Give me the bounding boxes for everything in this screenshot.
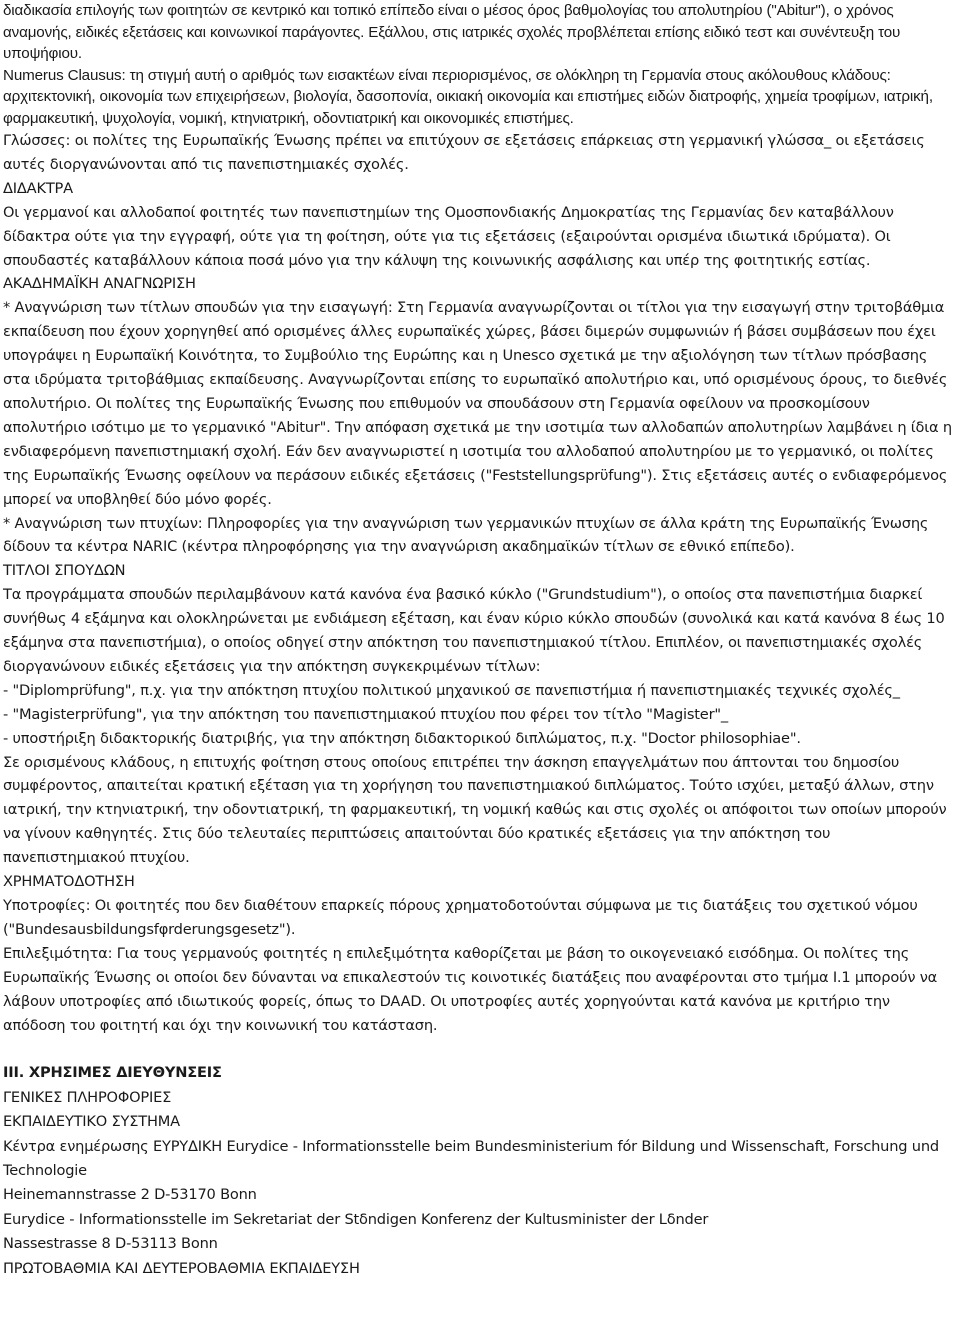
degree-list-item: - "Diplomprϋfung", π.χ. για την απόκτηση πτυχίου πολιτικού μηχανικού σε πανεπιστήμια ή πανεπιστημιακές τεχνικές σχολές_ <box>3 681 900 699</box>
degree-list-item: - "Magisterprϋfung", για την απόκτηση του πανεπιστημιακού πτυχίου που φέρει τον τίτλο "Magister"_ <box>3 705 728 723</box>
fees-heading: ΔΙΔΑΚΤΡΑ <box>3 179 73 197</box>
kmk-address: Nassestrasse 8 D-53113 Bonn <box>3 1235 218 1253</box>
languages-paragraph: Γλώσσες: οι πολίτες της Ευρωπαϊκής Ένωσης πρέπει να επιτύχουν σε εξετάσεις επάρκειας στη γερμανική γλώσσα_ οι εξετάσεις αυτές διοργανώνονται από τις πανεπιστημιακές σχολές. <box>3 132 925 173</box>
recognition-heading: ΑΚΑΔΗΜΑΪΚΗ ΑΝΑΓΝΩΡΙΣΗ <box>3 275 196 293</box>
numerus-clausus-paragraph: Numerus Clausus: τη στιγμή αυτή ο αριθμός των εισακτέων είναι περιορισμένος, σε ολόκληρη τη Γερμανία στους ακόλουθους κλάδους: αρχιτεκτονική, οικονομία των επιχειρήσεων, βιολογία, δασοπονία, οικιακή οικονομία και επιστήμες ειδών διατροφής, χημεία τροφίμων, ιατρική, φαρμακευτική, ψυχολογία, νομική, κτηνιατρική, οδοντιατρική και οικονομικές επιστήμες. <box>3 66 933 127</box>
primary-secondary-heading: ΠΡΩΤΟΒΑΘΜΙΑ ΚΑΙ ΔΕΥΤΕΡΟΒΑΘΜΙΑ ΕΚΠΑΙΔΕΥΣΗ <box>3 1259 360 1277</box>
section-spacer <box>3 1037 953 1061</box>
degrees-heading: ΤΙΤΛΟΙ ΣΠΟΥΔΩΝ <box>3 562 126 580</box>
eurydice-entry: Κέντρα ενημέρωσης ΕΥΡΥΔΙΚΗ Eurydice - Informationsstelle beim Bundesministerium fόr Bildung und Wissenschaft, Forschung und Technologie <box>3 1137 939 1180</box>
state-exams-paragraph: Σε ορισμένους κλάδους, η επιτυχής φοίτηση στους οποίους επιτρέπει την άσκηση επαγγελμάτων που άπτονται του δημοσίου συμφέροντος, απαιτείται κρατική εξέταση για τη χορήγηση του πανεπιστημιακού διπλώματος. Τούτο ισχύει, μεταξύ άλλων, στην ιατρική, την κτηνιατρική, την οδοντιατρική, τη φαρμακευτική, τη νομική καθώς και στις σχολές οι απόφοιτοι των οποίων μπορούν να γίνουν καθηγητές. Στις δύο τελευταίες περιπτώσεις απαιτούνται δύο κρατικές εξετάσεις για την απόκτηση του πανεπιστημιακού πτυχίου. <box>3 753 947 867</box>
scholarships-paragraph: Υποτροφίες: Οι φοιτητές που δεν διαθέτουν επαρκείς πόρους χρηματοδοτούνται σύμφωνα με τις διατάξεις του σχετικού νόμου ("Bundesausbildungsfφrderungsgesetz"). <box>3 897 918 938</box>
fees-paragraph: Οι γερμανοί και αλλοδαποί φοιτητές των πανεπιστημίων της Ομοσπονδιακής Δημοκρατίας της Γερμανίας δεν καταβάλλουν δίδακτρα ούτε για την εγγραφή, ούτε για τη φοίτηση, ούτε για τις εξετάσεις (εξαιρούνται ορισμένα ιδιωτικά ιδρύματα). Οι σπουδαστές καταβάλλουν κάποια ποσά μόνο για την κάλυψη της κοινωνικής ασφάλισης και υπέρ της φοιτητικής εστίας. <box>3 203 894 269</box>
addresses-section <box>3 1061 953 1281</box>
intro-section <box>3 0 953 129</box>
admission-criteria-paragraph: διαδικασία επιλογής των φοιτητών σε κεντρικό και τοπικό επίπεδο είναι ο μέσος όρος βαθμολογίας του απολυτηρίου ("Abitur"), ο χρόνος αναμονής, ειδικές εξετάσεις και κοινωνικοί παράγοντες. Εξάλλου, στις ιατρικές σχολές προβλέπεται επίσης ειδικό τεστ και συνέντευξη του υποψήφιου. <box>3 2 901 62</box>
education-system-heading: ΕΚΠΑΙΔΕΥΤΙΚΟ ΣΥΣΤΗΜΑ <box>3 1113 180 1131</box>
main-section <box>3 129 953 1037</box>
degrees-paragraph: Τα προγράμματα σπουδών περιλαμβάνουν κατά κανόνα ένα βασικό κύκλο ("Grundstudium"), ο οποίος στα πανεπιστήμια διαρκεί συνήθως 4 εξάμηνα και ολοκληρώνεται με ενδιάμεση εξέταση, και έναν κύριο κύκλο σπουδών (συνολικά και κατά κανόνα 8 έως 10 εξάμηνα στα πανεπιστήμια), ο οποίος οδηγεί στην απόκτηση του πανεπιστημιακού τίτλου. Επιπλέον, οι πανεπιστημιακές σχολές διοργανώνουν ειδικές εξετάσεις για την απόκτηση συγκεκριμένων τίτλων: <box>3 586 945 675</box>
degree-list-item: - υποστήριξη διδακτορικής διατριβής, για την απόκτηση διδακτορικού διπλώματος, π.χ. "Doctor philosophiae". <box>3 729 801 747</box>
addresses-heading: III. ΧΡΗΣΙΜΕΣ ΔΙΕΥΘΥΝΣΕΙΣ <box>3 1064 222 1082</box>
recognition-titles-paragraph: * Αναγνώριση των τίτλων σπουδών για την εισαγωγή: Στη Γερμανία αναγνωρίζονται οι τίτλοι για την εισαγωγή στην τριτοβάθμια εκπαίδευση που έχουν χορηγηθεί από ορισμένες άλλες ευρωπαϊκές χώρες, βάσει διμερών συμφωνιών ή βάσει συμβάσεων που έχει υπογράψει η Ευρωπαϊκή Κοινότητα, το Συμβούλιο της Ευρώπης και η Unesco σχετικά με την αξιολόγηση των τίτλων πρόσβασης στα ιδρύματα τριτοβάθμιας εκπαίδευσης. Αναγνωρίζονται επίσης το ευρωπαϊκό απολυτήριο και, υπό ορισμένους όρους, το διεθνές απολυτήριο. Οι πολίτες της Ευρωπαϊκής Ένωσης που επιθυμούν να σπουδάσουν στη Γερμανία οφείλουν να προσκομίσουν απολυτήριο ισότιμο με το γερμανικό "Abitur". Την απόφαση σχετικά με την ισοτιμία των αλλοδαπών απολυτηρίων λαμβάνει η ίδια η ενδιαφερόμενη πανεπιστημιακή σχολή. Εάν δεν αναγνωριστεί η ισοτιμία του αλλοδαπού απολυτηρίου με το γερμανικό, οι πολίτες της Ευρωπαϊκής Ένωσης οφείλουν να περάσουν ειδικές εξετάσεις ("Feststellungsprϋfung"). Στις εξετάσεις αυτές ο ενδιαφερόμενος μπορεί να υποβληθεί δύο μόνο φορές. <box>3 299 952 508</box>
general-info-heading: ΓΕΝΙΚΕΣ ΠΛΗΡΟΦΟΡΙΕΣ <box>3 1088 172 1106</box>
document-page <box>3 0 953 1281</box>
funding-heading: ΧΡΗΜΑΤΟΔΟΤΗΣΗ <box>3 873 135 891</box>
eurydice-address: Heinemannstrasse 2 D-53170 Bonn <box>3 1186 257 1204</box>
recognition-degrees-paragraph: * Αναγνώριση των πτυχίων: Πληροφορίες για την αναγνώριση των γερμανικών πτυχίων σε άλλα κράτη της Ευρωπαϊκής Ένωσης δίδουν τα κέντρα NARIC (κέντρα πληροφόρησης για την αναγνώριση ακαδημαϊκών τίτλων σε εθνικό επίπεδο). <box>3 514 929 556</box>
eligibility-paragraph: Επιλεξιμότητα: Για τους γερμανούς φοιτητές η επιλεξιμότητα καθορίζεται με βάση το οικογενειακό εισόδημα. Οι πολίτες της Ευρωπαϊκής Ένωσης οι οποίοι δεν δύνανται να επικαλεστούν τις κοινοτικές διατάξεις που αναφέρονται στο τμήμα I.1 μπορούν να λάβουν υποτροφίες από ιδιωτικούς φορείς, όπως το DAAD. Οι υποτροφίες αυτές χορηγούνται κατά κανόνα με κριτήριο την απόδοση του φοιτητή και όχι την κοινωνική του κατάσταση. <box>3 944 938 1034</box>
kmk-entry: Eurydice - Informationsstelle im Sekretariat der Stδndigen Konferenz der Kultusminister der Lδnder <box>3 1210 709 1228</box>
